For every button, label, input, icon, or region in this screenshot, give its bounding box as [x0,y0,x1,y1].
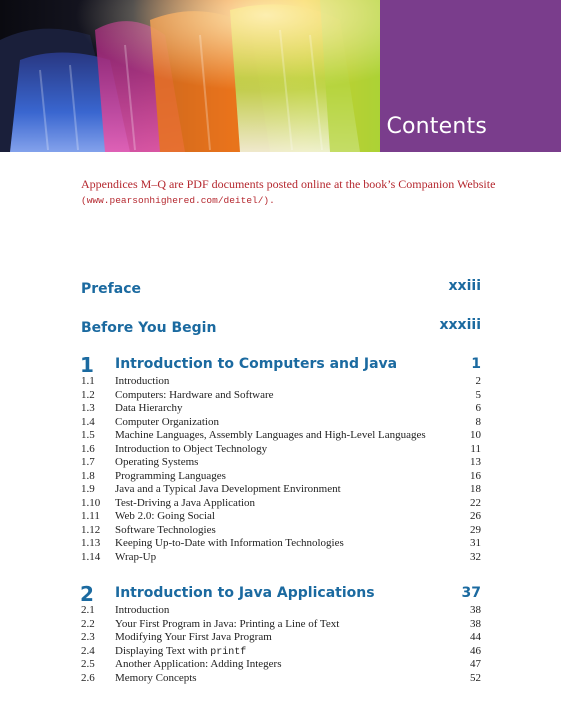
section-title: Another Application: Adding Integers [115,658,282,670]
section-number: 2.5 [81,658,95,670]
section-number: 1.4 [81,415,95,428]
section-page: 10 [470,429,481,441]
section-number: 2.4 [81,644,95,657]
toc-section[interactable] [81,497,481,511]
toc-section[interactable] [81,524,481,538]
toc-section[interactable] [81,389,481,403]
section-title: Machine Languages, Assembly Languages and High-Level Languages [115,429,426,441]
section-number: 1.3 [81,402,95,414]
toc-section[interactable] [81,483,481,497]
toc-section[interactable] [81,658,481,672]
section-number: 1.7 [81,456,95,468]
toc-section[interactable] [81,672,481,686]
toc-section[interactable] [81,429,481,443]
toc-section[interactable] [81,618,481,632]
section-page: 13 [470,456,481,468]
section-number: 1.14 [81,550,101,563]
section-title: Introduction [115,375,170,387]
section-number: 1.2 [81,388,95,401]
section-title [115,645,246,659]
section-page: 38 [470,617,481,630]
entry-title: Preface [81,281,141,297]
companion-website-url[interactable]: (www.pearsonhighered.com/deitel/). [81,195,275,206]
section-number: 1.13 [81,537,101,549]
section-title: Test-Driving a Java Application [115,496,256,509]
toc-section[interactable] [81,551,481,565]
section-page: 5 [475,388,481,401]
entry-page: xxiii [448,278,481,294]
section-title: Java and a Typical Java Development Environment [115,483,341,495]
code-printf: printf [210,646,247,658]
section-page: 44 [470,631,481,643]
section-title: Operating Systems [115,456,199,468]
section-page: 26 [470,510,481,522]
section-page: 18 [470,483,481,495]
section-title: Computer Organization [115,415,219,428]
section-title-text: Displaying Text with [115,644,211,657]
toc-section[interactable] [81,604,481,618]
toc-section[interactable] [81,537,481,551]
section-number: 2.3 [81,631,95,643]
section-number: 1.12 [81,523,101,536]
chapter-title: Introduction to Computers and Java [115,356,398,372]
section-title: Data Hierarchy [115,402,183,414]
chapter-page: 37 [461,585,481,601]
page-title: Contents [386,114,487,139]
section-title: Keeping Up-to-Date with Information Technologies [115,537,344,549]
section-title: Memory Concepts [115,671,197,684]
toc-section[interactable] [81,510,481,524]
toc-section[interactable] [81,416,481,430]
section-page: 32 [470,550,481,563]
section-title: Software Technologies [115,523,216,536]
section-title: Wrap-Up [115,550,157,563]
header-banner [0,0,561,152]
entry-title: Before You Begin [81,320,217,336]
section-page: 38 [470,604,481,616]
section-page: 22 [470,496,481,509]
section-title: Modifying Your First Java Program [115,631,272,643]
section-number: 1.9 [81,483,95,495]
section-number: 2.2 [81,617,95,630]
toc-section[interactable] [81,375,481,389]
section-title: Programming Languages [115,469,226,482]
section-title: Introduction [115,604,170,616]
section-page: 29 [470,523,481,536]
toc-section[interactable] [81,645,481,659]
section-number: 1.1 [81,375,95,387]
toc-entry-before-you-begin[interactable] [81,317,481,336]
toc-section[interactable] [81,402,481,416]
section-number: 1.11 [81,510,100,522]
chapter-number: 1 [80,353,94,377]
toc-section[interactable] [81,456,481,470]
section-title: Introduction to Object Technology [115,442,268,455]
note-text: Appendices M–Q are PDF documents posted online at the book’s Companion Website [81,177,496,191]
toc-section[interactable] [81,443,481,457]
section-title: Your First Program in Java: Printing a Line of Text [115,617,340,630]
section-number: 1.6 [81,442,95,455]
section-page: 31 [470,537,481,549]
toc-section[interactable] [81,470,481,484]
chapter-number: 2 [80,582,94,606]
chapter-page: 1 [471,356,481,372]
appendix-note [81,177,501,208]
section-title: Web 2.0: Going Social [115,510,215,522]
toc-entry-preface[interactable] [81,278,481,297]
section-number: 2.6 [81,671,95,684]
toc-section[interactable] [81,631,481,645]
section-number: 1.8 [81,469,95,482]
section-page: 16 [470,469,481,482]
waterfall-photo [0,0,380,152]
section-page: 2 [475,375,481,387]
section-page: 8 [475,415,481,428]
section-page: 52 [470,671,481,684]
section-number: 1.5 [81,429,95,441]
section-page: 46 [470,644,481,657]
section-number: 1.10 [81,496,101,509]
section-number: 2.1 [81,604,95,616]
section-page: 6 [475,402,481,414]
section-page: 11 [470,442,481,455]
section-page: 47 [470,658,481,670]
chapter-title: Introduction to Java Applications [115,585,375,601]
entry-page: xxxiii [439,317,481,333]
section-title: Computers: Hardware and Software [115,388,274,401]
